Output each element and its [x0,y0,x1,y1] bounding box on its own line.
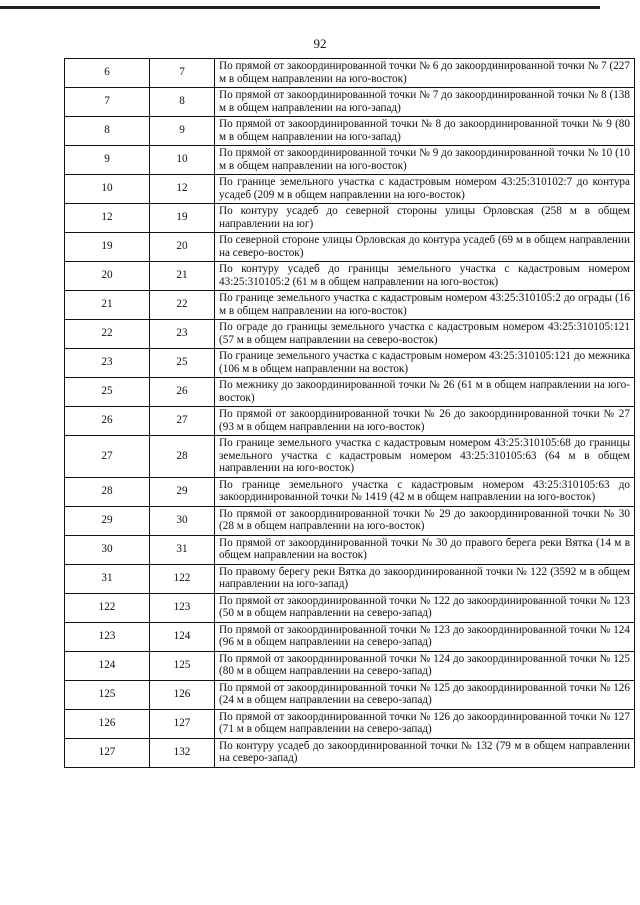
to-point-cell: 8 [150,88,215,117]
description-cell: По границе земельного участка с кадастровым номером 43:25:310102:7 до контура усадеб (209 м в общем направлении на юго-восток) [215,175,635,204]
description-cell: По прямой от закоординированной точки № 26 до закоординированной точки № 27 (93 м в общем направлении на юго-восток) [215,407,635,436]
description-cell: По прямой от закоординированной точки № 8 до закоординированной точки № 9 (80 м в общем направлении на юго-запад) [215,117,635,146]
description-cell: По границе земельного участка с кадастровым номером 43:25:310105:68 до границы земельного участка с кадастровым номером 43:25:310105:63 (64 м в общем направлении на юго-восток) [215,436,635,478]
description-cell: По прямой от закоординированной точки № 7 до закоординированной точки № 8 (138 м в общем направлении на юго-запад) [215,88,635,117]
table-body [65,59,635,768]
from-point-cell: 125 [65,680,150,709]
table-row [65,593,635,622]
description-cell: По прямой от закоординированной точки № 29 до закоординированной точки № 30 (28 м в общем направлении на юго-восток) [215,506,635,535]
description-cell: По границе земельного участка с кадастровым номером 43:25:310105:2 до ограды (16 м в общем направлении на юго-восток) [215,291,635,320]
from-point-cell: 31 [65,564,150,593]
top-rule [0,6,600,9]
to-point-cell: 20 [150,233,215,262]
table-row [65,175,635,204]
description-cell: По прямой от закоординированной точки № 30 до правого берега реки Вятка (14 м в общем направлении на восток) [215,535,635,564]
from-point-cell: 29 [65,506,150,535]
to-point-cell: 124 [150,622,215,651]
description-cell: По контуру усадеб до закоординированной точки № 132 (79 м в общем направлении на северо-запад) [215,738,635,767]
table-row [65,262,635,291]
to-point-cell: 122 [150,564,215,593]
to-point-cell: 26 [150,378,215,407]
to-point-cell: 7 [150,59,215,88]
from-point-cell: 30 [65,535,150,564]
table-row [65,349,635,378]
from-point-cell: 22 [65,320,150,349]
description-cell: По прямой от закоординированной точки № 126 до закоординированной точки № 127 (71 м в общем направлении на северо-запад) [215,709,635,738]
table-row [65,204,635,233]
from-point-cell: 28 [65,477,150,506]
description-cell: По межнику до закоординированной точки № 26 (61 м в общем направлении на юго-восток) [215,378,635,407]
table-row [65,320,635,349]
from-point-cell: 10 [65,175,150,204]
description-cell: По прямой от закоординированной точки № 125 до закоординированной точки № 126 (24 м в общем направлении на северо-запад) [215,680,635,709]
from-point-cell: 23 [65,349,150,378]
to-point-cell: 23 [150,320,215,349]
table-row [65,378,635,407]
table-row [65,59,635,88]
to-point-cell: 28 [150,436,215,478]
description-cell: По прямой от закоординированной точки № 123 до закоординированной точки № 124 (96 м в общем направлении на северо-запад) [215,622,635,651]
description-cell: По контуру усадеб до северной стороны улицы Орловская (258 м в общем направлении на юг) [215,204,635,233]
to-point-cell: 127 [150,709,215,738]
from-point-cell: 12 [65,204,150,233]
description-cell: По прямой от закоординированной точки № 122 до закоординированной точки № 123 (50 м в общем направлении на северо-запад) [215,593,635,622]
to-point-cell: 10 [150,146,215,175]
boundary-description-table [64,58,635,768]
from-point-cell: 126 [65,709,150,738]
to-point-cell: 9 [150,117,215,146]
to-point-cell: 21 [150,262,215,291]
table-row [65,233,635,262]
from-point-cell: 25 [65,378,150,407]
table-row [65,117,635,146]
table-row [65,407,635,436]
description-cell: По ограде до границы земельного участка с кадастровым номером 43:25:310105:121 (57 м в общем направлении на северо-восток) [215,320,635,349]
from-point-cell: 122 [65,593,150,622]
table-row [65,651,635,680]
to-point-cell: 22 [150,291,215,320]
from-point-cell: 27 [65,436,150,478]
description-cell: По прямой от закоординированной точки № 6 до закоординированной точки № 7 (227 м в общем направлении на юго-восток) [215,59,635,88]
to-point-cell: 27 [150,407,215,436]
to-point-cell: 19 [150,204,215,233]
description-cell: По прямой от закоординированной точки № 9 до закоординированной точки № 10 (10 м в общем направлении на юго-восток) [215,146,635,175]
from-point-cell: 123 [65,622,150,651]
to-point-cell: 31 [150,535,215,564]
to-point-cell: 126 [150,680,215,709]
table-row [65,680,635,709]
table-row [65,535,635,564]
description-cell: По границе земельного участка с кадастровым номером 43:25:310105:63 до закоординированной точки № 1419 (42 м в общем направлении на юго-восток) [215,477,635,506]
from-point-cell: 6 [65,59,150,88]
table-row [65,506,635,535]
page-number: 92 [313,36,327,51]
to-point-cell: 30 [150,506,215,535]
to-point-cell: 12 [150,175,215,204]
description-cell: По прямой от закоординированной точки № 124 до закоординированной точки № 125 (80 м в общем направлении на северо-запад) [215,651,635,680]
table-row [65,622,635,651]
table-row [65,88,635,117]
table-row [65,477,635,506]
description-cell: По контуру усадеб до границы земельного участка с кадастровым номером 43:25:310105:2 (61 м в общем направлении на юго-восток) [215,262,635,291]
from-point-cell: 26 [65,407,150,436]
to-point-cell: 29 [150,477,215,506]
from-point-cell: 20 [65,262,150,291]
table-row [65,291,635,320]
table-row [65,436,635,478]
table-row [65,146,635,175]
from-point-cell: 9 [65,146,150,175]
description-cell: По границе земельного участка с кадастровым номером 43:25:310105:121 до межника (106 м в общем направлении на восток) [215,349,635,378]
from-point-cell: 127 [65,738,150,767]
table-row [65,738,635,767]
table-row [65,709,635,738]
to-point-cell: 123 [150,593,215,622]
from-point-cell: 21 [65,291,150,320]
description-cell: По северной стороне улицы Орловская до контура усадеб (69 м в общем направлении на северо-восток) [215,233,635,262]
to-point-cell: 132 [150,738,215,767]
from-point-cell: 124 [65,651,150,680]
to-point-cell: 125 [150,651,215,680]
table-row [65,564,635,593]
from-point-cell: 8 [65,117,150,146]
from-point-cell: 7 [65,88,150,117]
description-cell: По правому берегу реки Вятка до закоординированной точки № 122 (3592 м в общем направлении на юго-запад) [215,564,635,593]
from-point-cell: 19 [65,233,150,262]
to-point-cell: 25 [150,349,215,378]
